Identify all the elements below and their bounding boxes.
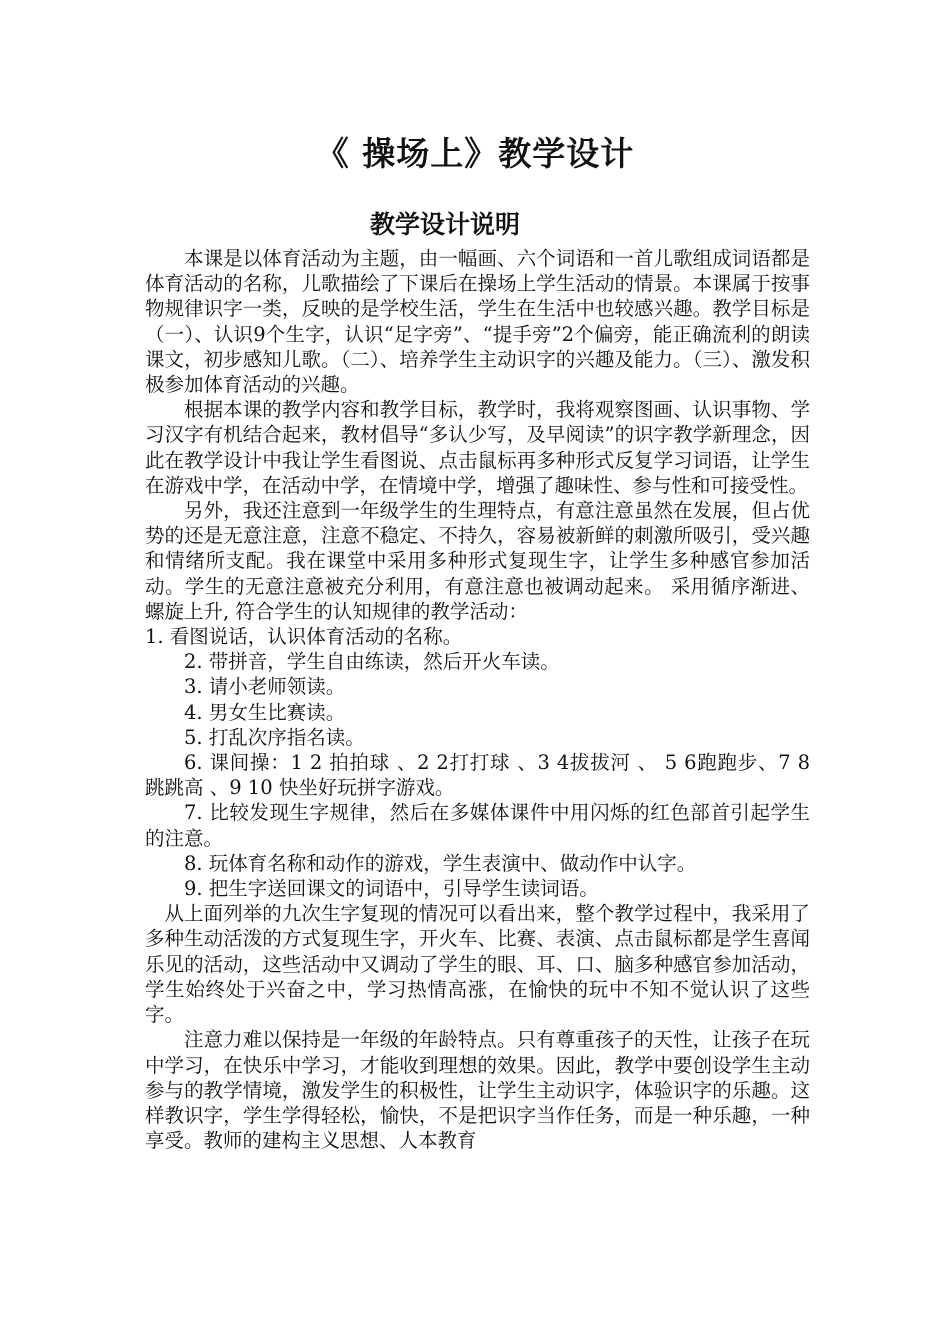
list-item: 4. 男女生比赛读。: [184, 700, 346, 724]
paragraph-learner-traits: 另外，我还注意到一年级学生的生理特点，有意注意虽然在发展，但占优势的还是无意注意，注意不稳定、不持久，容易被新鲜的刺激所吸引，受兴趣和情绪所支配。我在课堂中采用多种形式复现生字，让学生多种感官参加活动。学生的无意注意被充分利用，有意注意也被调动起来。 采用循序渐进、螺旋上升, 符合学生的认知规律的教学活动：: [145, 499, 810, 623]
list-item: 1. 看图说话，认识体育活动的名称。: [145, 625, 463, 649]
paragraph-intro: 本课是以体育活动为主题，由一幅画、六个词语和一首儿歌组成词语都是体育活动的名称，儿歌描绘了下课后在操场上学生活动的情景。本课属于按事物规律识字一类，反映的是学校生活，学生在生活中也较感兴趣。教学目标是（一）、认识9个生字，认识“足字旁”、“提手旁”2个偏旁，能正确流利的朗读课文，初步感知儿歌。（二）、培养学生主动识字的兴趣及能力。（三）、激发积极参加体育活动的兴趣。: [145, 247, 810, 397]
section-subtitle: 教学设计说明: [369, 210, 520, 239]
list-item: 3. 请小老师领读。: [184, 675, 346, 699]
document-title: 《 操场上》教学设计: [315, 134, 635, 173]
paragraph-conclusion: 注意力难以保持是一年级的年龄特点。只有尊重孩子的天性，让孩子在玩中学习，在快乐中学习，才能收到理想的效果。因此，教学中要创设学生主动参与的教学情境，激发学生的积极性，让学生主动识字，体验识字的乐趣。这样教识字，学生学得轻松，愉快，不是把识字当作任务，而是一种乐趣，一种享受。教师的建构主义思想、人本教育: [145, 1028, 810, 1153]
paragraph-approach: 根据本课的教学内容和教学目标，教学时，我将观察图画、认识事物、学习汉字有机结合起来，教材倡导“多认少写，及早阅读”的识字教学新理念，因此在教学设计中我让学生看图说、点击鼠标再多种形式反复学习词语，让学生在游戏中学，在活动中学，在情境中学，增强了趣味性、参与性和可接受性。: [145, 398, 810, 497]
paragraph-summary: 从上面列举的九次生字复现的情况可以看出来，整个教学过程中，我采用了多种生动活泼的方式复现生字，开火车、比赛、表演、点击鼠标都是学生喜闻乐见的活动，这些活动中又调动了学生的眼、耳、口、脑多种感官参加活动，学生始终处于兴奋之中，学习热情高涨，在愉快的玩中不知不觉认识了这些字。: [145, 902, 810, 1027]
document-body: [145, 246, 810, 1153]
list-item: 5. 打乱次序指名读。: [184, 725, 365, 749]
list-item: 7. 比较发现生字规律，然后在多媒体课件中用闪烁的红色部首引起学生的注意。: [145, 801, 810, 850]
list-item: 9. 把生字送回课文的词语中，引导学生读词语。: [184, 877, 599, 901]
list-item: 8. 玩体育名称和动作的游戏，学生表演中、做动作中认字。: [184, 851, 697, 875]
list-item: 6. 课间操：1 2 拍拍球 、2 2打打球 、3 4拔拔河 、 5 6跑跑步、7 8 跳跳高 、9 10 快坐好玩拼字游戏。: [145, 751, 810, 800]
list-item: 2. 带拼音，学生自由练读，然后开火车读。: [184, 650, 560, 674]
